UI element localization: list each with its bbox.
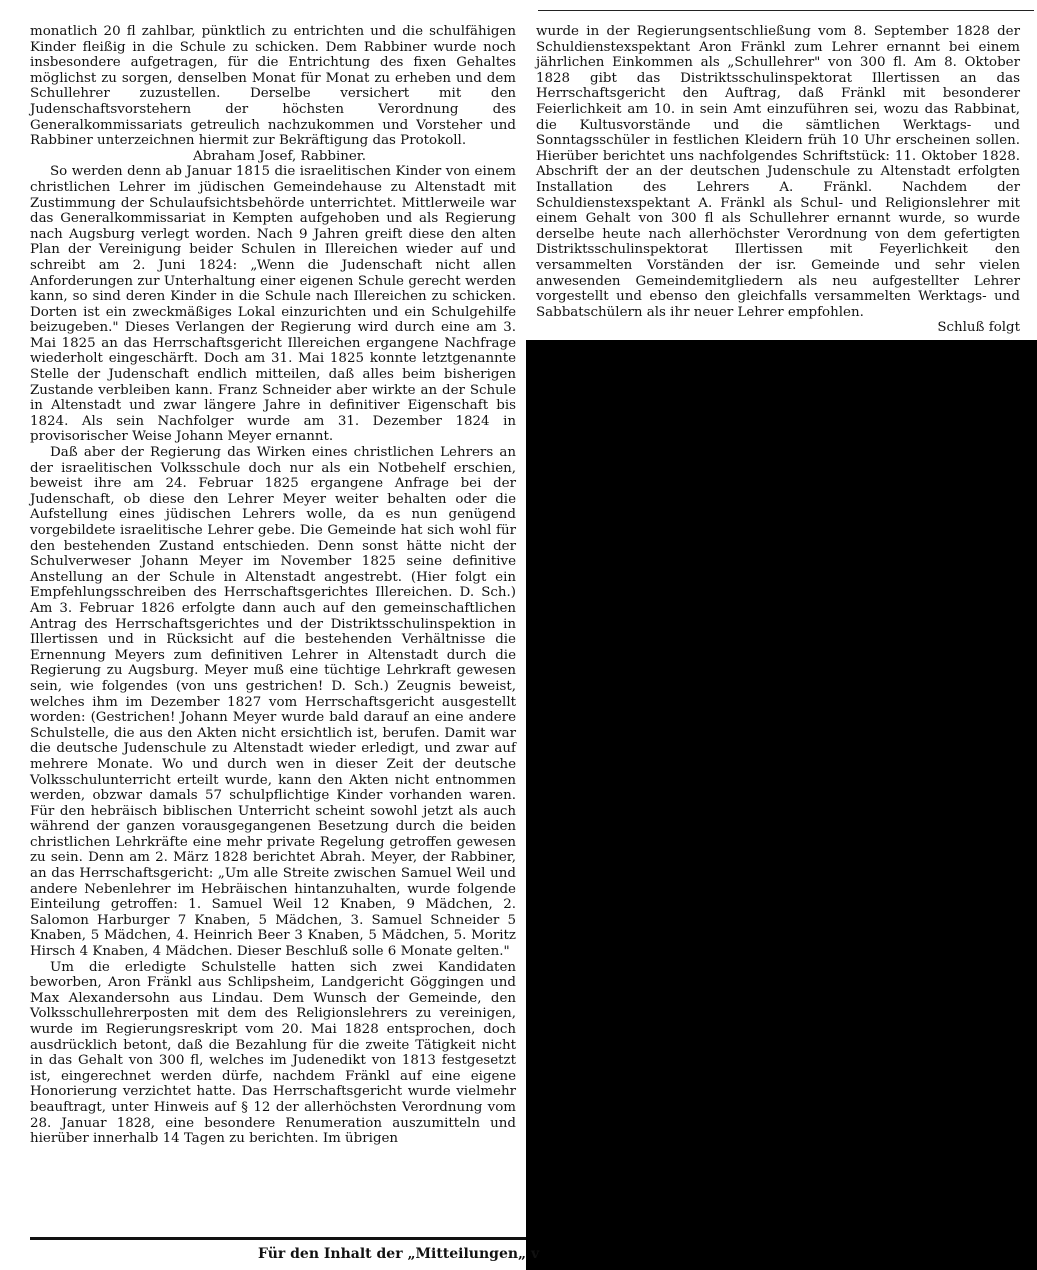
paragraph: Daß aber der Regierung das Wirken eines christlichen Lehrers an der israelitischen Volksschule doch nur als ein Notbehelf erschien, beweist ihre am 24. Februar 1825 ergangene Anfrage bei der Judenschaft, ob diese den Lehrer Meyer weiter behalten oder die Aufstellung eines jüdischen Lehrers wolle, da es nun genügend vorgebildete israelitische Lehrer gebe. Die Gemeinde hat sich wohl für den bestehenden Zustand entschieden. Denn sonst hätte nicht der Schulverweser Johann Meyer im November 1825 seine definitive Anstellung an der Schule in Altenstadt angestrebt. (Hier folgt ein Empfehlungsschreiben des Herrschaftsgerichtes Illereichen. D. Sch.) Am 3. Februar 1826 erfolgte dann auch auf den gemeinschaftlichen Antrag des Herrschaftsgerichtes und der Distriktsschulinspektion in Illertissen und in Rücksicht auf die bestehenden Verhältnisse die Ernennung Meyers zum definitiven Lehrer in Altenstadt durch die Regierung zu Augsburg. Meyer muß eine tüchtige Lehrkraft gewesen sein, wie folgendes (von uns gestrichen! D. Sch.) Zeugnis beweist, welches ihm im Dezember 1827 vom Herrschaftsgericht ausgestellt worden: (Gestrichen! Johann Meyer wurde bald darauf an eine andere Schulstelle, die aus den Akten nicht ersichtlich ist, berufen. Damit war die deutsche Judenschule zu Altenstadt wieder erledigt, und zwar auf mehrere Monate. Wo und durch wen in dieser Zeit der deutsche Volksschulunterricht erteilt wurde, kann den Akten nicht entnommen werden, obzwar damals 57 schulpflichtige Kinder vorhanden waren. Für den hebräisch biblischen Unterricht scheint sowohl jetzt als auch während der ganzen vorausgegangenen Besetzung durch die beiden christlichen Lehrkräfte eine mehr private Regelung getroffen gewesen zu sein. Denn am 2. März 1828 berichtet Abrah. Meyer, der Rabbiner, an das Herrschaftsgericht: „Um alle Streite zwischen Samuel Weil und andere Nebenlehrer im Hebräischen hintanzuhalten, wurde folgende Einteilung getroffen: 1. Samuel Weil 12 Knaben, 9 Mädchen, 2. Salomon Harburger 7 Knaben, 5 Mädchen, 3. Samuel Schneider 5 Knaben, 5 Mädchen, 4. Heinrich Beer 3 Knaben, 5 Mädchen, 5. Moritz Hirsch 4 Knaben, 4 Mädchen. Dieser Beschluß solle 6 Monate gelten." (30, 445, 516, 960)
redacted-area (526, 340, 1037, 1270)
left-column (30, 24, 516, 1147)
paragraph: So werden denn ab Januar 1815 die israelitischen Kinder von einem christlichen Lehrer im jüdischen Gemeindehause zu Altenstadt mit Zustimmung der Schulaufsichtsbehörde unterrichtet. Mittlerweile war das Generalkommissariat in Kempten aufgehoben und als Regierung nach Augsburg verlegt worden. Nach 9 Jahren greift diese den alten Plan der Vereinigung beider Schulen in Illereichen wieder auf und schreibt am 2. Juni 1824: „Wenn die Judenschaft nicht allen Anforderungen zur Unterhaltung einer eigenen Schule gerecht werden kann, so sind deren Kinder in die Schule nach Illereichen zu schicken. Dorten ist ein zweckmäßiges Lokal einzurichten und ein Schulgehilfe beizugeben." Dieses Verlangen der Regierung wird durch eine am 3. Mai 1825 an das Herrschaftsgericht Illereichen ergangene Nachfrage wiederholt eingeschärft. Doch am 31. Mai 1825 konnte letztgenannte Stelle der Judenschaft endlich mitteilen, daß alles beim bisherigen Zustande verbleiben kann. Franz Schneider aber wirkte an der Schule in Altenstadt und zwar längere Jahre in definitiver Eigenschaft bis 1824. Als sein Nachfolger wurde am 31. Dezember 1824 in provisorischer Weise Johann Meyer ernannt. (30, 164, 516, 445)
paragraph: monatlich 20 fl zahlbar, pünktlich zu entrichten und die schulfähigen Kinder fleißig in die Schule zu schicken. Dem Rabbiner wurde noch insbesondere aufgetragen, für die Entrichtung des fixen Gehaltes möglichst zu sorgen, denselben Monat für Monat zu erheben und dem Schullehrer zuzustellen. Derselbe versichert mit den Judenschaftsvorstehern der höchsten Verordnung des Generalkommissariats getreulich nachzukommen und Vorsteher und Rabbiner unterzeichnen hiermit zur Bekräftigung das Protokoll. (30, 24, 516, 149)
footer-text: Für den Inhalt der „Mitteilungen„ v (258, 1246, 540, 1262)
bottom-rule (30, 1237, 526, 1240)
right-column (536, 24, 1020, 336)
paragraph: Um die erledigte Schulstelle hatten sich zwei Kandidaten beworben, Aron Fränkl aus Schlipsheim, Landgericht Göggingen und Max Alexandersohn aus Lindau. Dem Wunsch der Gemeinde, den Volksschullehrerposten mit dem des Religionslehrers zu vereinigen, wurde im Regierungsreskript vom 20. Mai 1828 entsprochen, doch ausdrücklich betont, daß die Bezahlung für die zweite Tätigkeit nicht in das Gehalt von 300 fl, welches im Judenedikt von 1813 festgesetzt ist, eingerechnet werden dürfe, nachdem Fränkl auf eine eigene Honorierung verzichtet hatte. Das Herrschaftsgericht wurde vielmehr beauftragt, unter Hinweis auf § 12 der allerhöchsten Verordnung vom 28. Januar 1828, eine besondere Renumeration auszumitteln und hierüber innerhalb 14 Tagen zu berichten. Im übrigen (30, 959, 516, 1147)
paragraph: wurde in der Regierungsentschließung vom 8. September 1828 der Schuldienstexspektant Aron Fränkl zum Lehrer ernannt bei einem jährlichen Einkommen als „Schullehrer" von 300 fl. Am 8. Oktober 1828 gibt das Distriktsschulinspektorat Illertissen an das Herrschaftsgericht den Auftrag, daß Fränkl mit besonderer Feierlichkeit am 10. in sein Amt einzuführen sei, wozu das Rabbinat, die Kultusvorstände und die sämtlichen Werktags- und Sonntagsschüler in festlichen Kleidern früh 10 Uhr erscheinen sollen. Hierüber berichtet uns nachfolgendes Schriftstück: 11. Oktober 1828. Abschrift der an der deutschen Judenschule zu Altenstadt erfolgten Installation des Lehrers A. Fränkl. Nachdem der Schuldienstexspektant A. Fränkl als Schul- und Religionslehrer mit einem Gehalt von 300 fl als Schullehrer ernannt wurde, so wurde derselbe heute nach allerhöchster Verordnung von dem gefertigten Distriktsschulinspektorat Illertissen mit Feyerlichkeit den versammelten Vorständen der isr. Gemeinde und sehr vielen anwesenden Gemeindemitgliedern als neu aufgestellter Lehrer vorgestellt und ebenso den gleichfalls versammelten Werktags- und Sabbatschülern als ihr neuer Lehrer empfohlen. (536, 24, 1020, 320)
top-rule (538, 10, 1034, 11)
signature: Abraham Josef, Rabbiner. (193, 148, 366, 164)
continued-note: Schluß folgt (937, 320, 1020, 336)
